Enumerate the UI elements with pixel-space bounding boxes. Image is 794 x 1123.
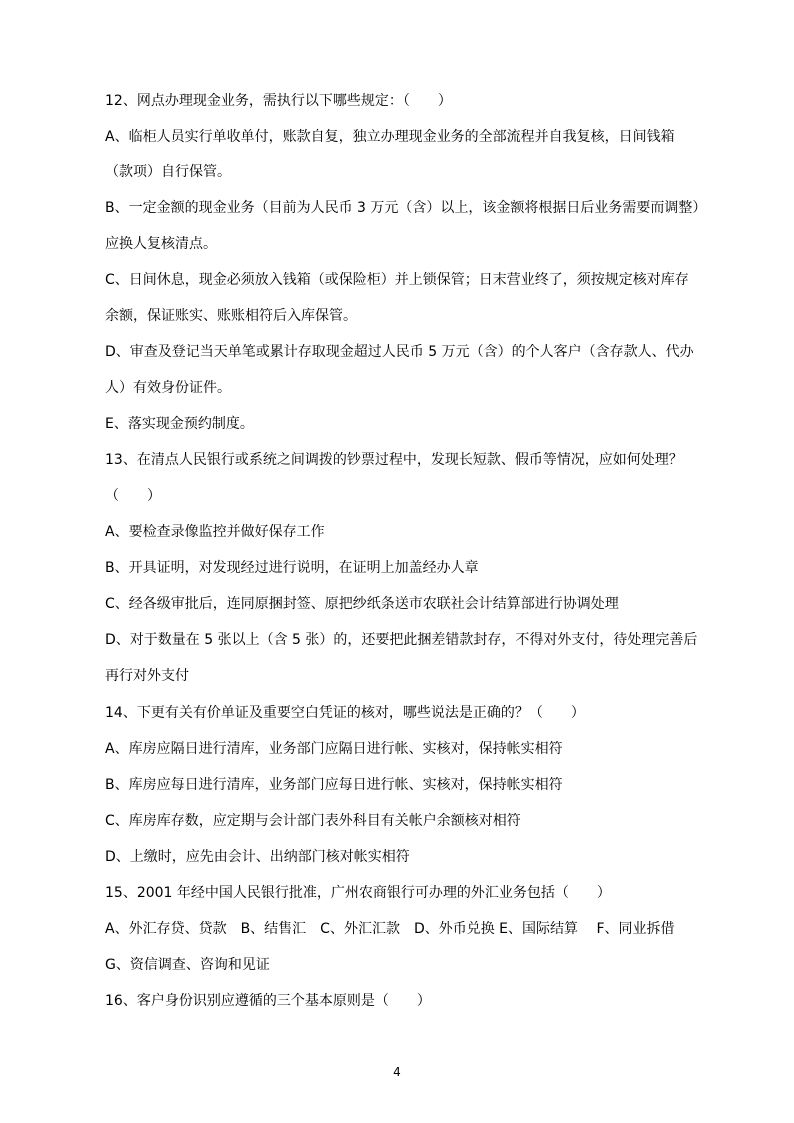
- q14-option-d: D、上缴时，应先由会计、出纳部门核对帐实相符: [105, 849, 410, 865]
- q13-option-d-line-2: 再行对外支付: [105, 668, 189, 684]
- q13-option-d-line-1: D、对于数量在 5 张以上（含 5 张）的，还要把此捆差错款封存，不得对外支付，待处理完善后: [105, 632, 698, 648]
- q14-option-b: B、库房应每日进行清库，业务部门应每日进行帐、实核对，保持帐实相符: [105, 777, 563, 793]
- question-12-stem: 12、网点办理现金业务，需执行以下哪些规定：（ ）: [105, 93, 452, 109]
- q12-option-b-line-1: B、一定金额的现金业务（目前为人民币 3 万元（含）以上，该金额将根据日后业务需要而调整）: [105, 200, 707, 216]
- question-13-blank: （ ）: [105, 488, 161, 504]
- q12-option-e: E、落实现金预约制度。: [105, 416, 254, 432]
- q12-option-c-line-2: 余额，保证账实、账账相符后入库保管。: [105, 308, 357, 324]
- question-15-stem: 15、2001 年经中国人民银行批准，广州农商银行可办理的外汇业务包括（ ）: [105, 885, 611, 901]
- q12-option-d-line-2: 人）有效身份证件。: [105, 380, 231, 396]
- q15-option-g: G、资信调查、咨询和见证: [105, 957, 270, 973]
- question-13-stem: 13、在清点人民银行或系统之间调拨的钞票过程中，发现长短款、假币等情况，应如何处理？: [105, 452, 683, 468]
- q12-option-b-line-2: 应换人复核清点。: [105, 236, 217, 252]
- question-14-stem: 14、下更有关有价单证及重要空白凭证的核对，哪些说法是正确的？（ ）: [105, 705, 585, 721]
- q14-option-a: A、库房应隔日进行清库，业务部门应隔日进行帐、实核对，保持帐实相符: [105, 741, 563, 757]
- q14-option-c: C、库房库存数，应定期与会计部门表外科目有关帐户余额核对相符: [105, 813, 521, 829]
- q12-option-a-line-2: （款项）自行保管。: [105, 164, 231, 180]
- q13-option-c: C、经各级审批后，连同原捆封签、原把纱纸条送市农联社会计结算部进行协调处理: [105, 596, 619, 612]
- q12-option-c-line-1: C、日间休息，现金必须放入钱箱（或保险柜）并上锁保管；日末营业终了，须按规定核对库存: [105, 272, 689, 288]
- q13-option-a: A、要检查录像监控并做好保存工作: [105, 524, 325, 540]
- q13-option-b: B、开具证明，对发现经过进行说明，在证明上加盖经办人章: [105, 560, 479, 576]
- q12-option-a-line-1: A、临柜人员实行单收单付，账款自复，独立办理现金业务的全部流程并自我复核，日间钱箱: [105, 129, 675, 145]
- page-number: 4: [393, 1065, 401, 1079]
- question-16-stem: 16、客户身份识别应遵循的三个基本原则是（ ）: [105, 993, 431, 1009]
- q15-options-a-to-f: A、外汇存贷、贷款 B、结售汇 C、外汇汇款 D、外币兑换 E、国际结算 F、同业拆借: [105, 921, 675, 937]
- q12-option-d-line-1: D、审查及登记当天单笔或累计存取现金超过人民币 5 万元（含）的个人客户（含存款人、代办: [105, 344, 694, 360]
